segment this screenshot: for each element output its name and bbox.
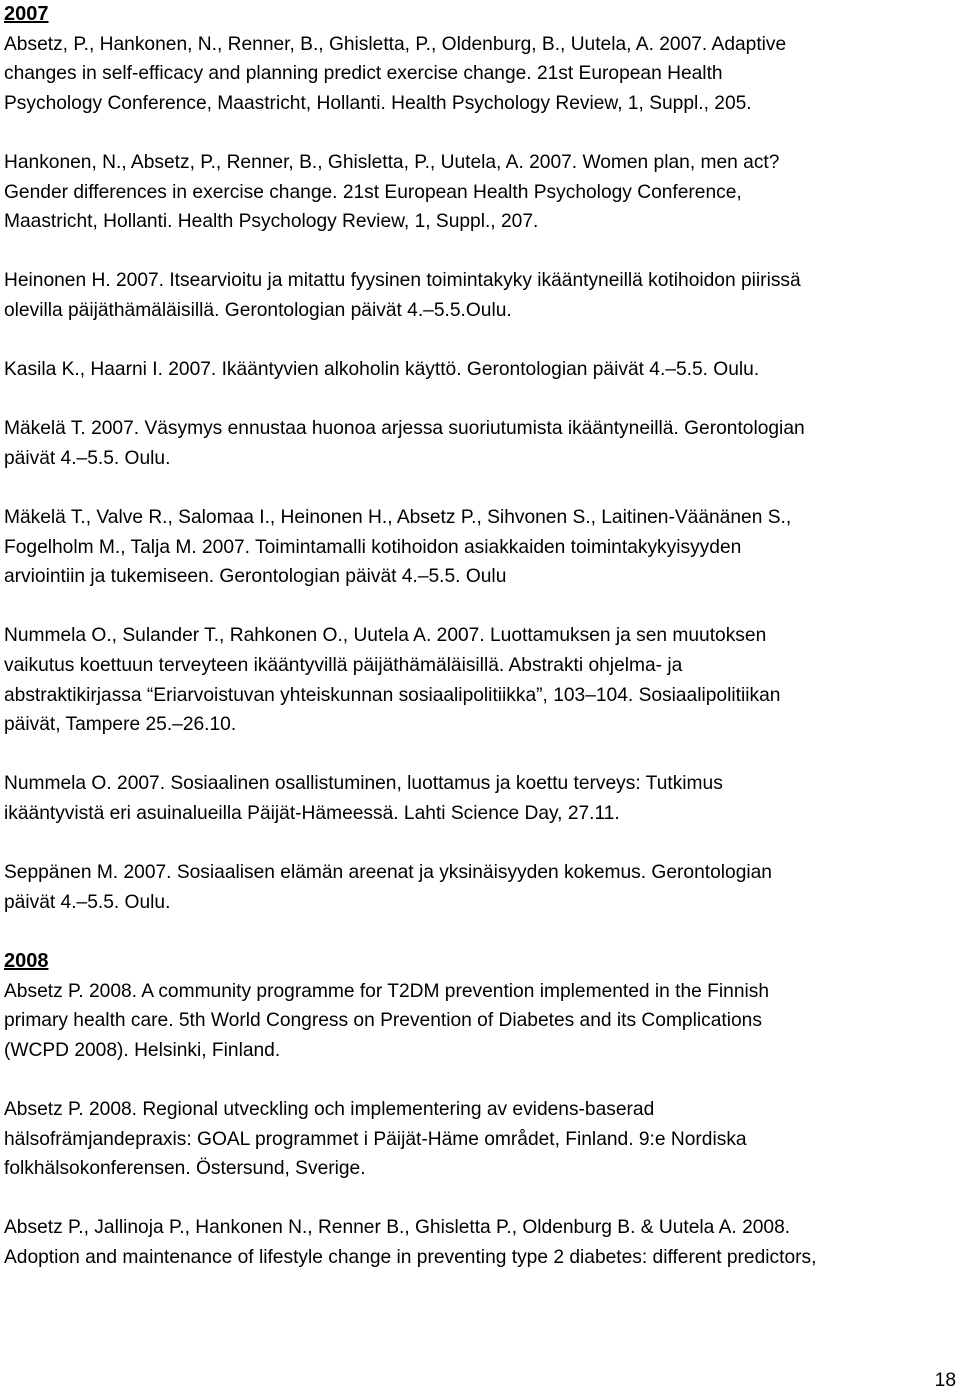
reference-entry: Nummela O., Sulander T., Rahkonen O., Uutela A. 2007. Luottamuksen ja sen muutoksen vaikutus koettuun terveyteen ikääntyvillä päijäthämäläisillä. Abstrakti ohjelma- ja abstraktikirjassa “Eriarvoistuvan yhteiskunnan sosiaalipolitiikka”, 103–104. Sosiaalipolitiikan päivät, Tampere 25.–26.10.	[4, 625, 781, 736]
reference-entry: Absetz P., Jallinoja P., Hankonen N., Renner B., Ghisletta P., Oldenburg B. & Uutela A. 2008. Adoption and maintenance of lifestyle change in preventing type 2 diabetes: different predictors,	[4, 1217, 817, 1268]
year-section-2008	[4, 947, 956, 1273]
reference-entry: Mäkelä T. 2007. Väsymys ennustaa huonoa arjessa suoriutumista ikääntyneillä. Gerontologian päivät 4.–5.5. Oulu.	[4, 418, 805, 469]
reference-entry: Nummela O. 2007. Sosiaalinen osallistuminen, luottamus ja koettu terveys: Tutkimus ikääntyvistä eri asuinalueilla Päijät-Hämeessä. Lahti Science Day, 27.11.	[4, 773, 723, 825]
reference-entry: Absetz P. 2008. Regional utveckling och implementering av evidens-baserad hälsofrämjandepraxis: GOAL programmet i Päijät-Häme området, Finland. 9:e Nordiska folkhälsokonferensen. Östersund, Sverige.	[4, 1098, 747, 1180]
reference-entry: Absetz, P., Hankonen, N., Renner, B., Ghisletta, P., Oldenburg, B., Uutela, A. 2007. Adaptive changes in self-efficacy and planning predict exercise change. 21st European Health Psychology Conference, Maastricht, Hollanti. Health Psychology Review, 1, Suppl., 205.	[4, 33, 787, 114]
reference-entry: Hankonen, N., Absetz, P., Renner, B., Ghisletta, P., Uutela, A. 2007. Women plan, men act? Gender differences in exercise change. 21st European Health Psychology Conference, Maastricht, Hollanti. Health Psychology Review, 1, Suppl., 207.	[4, 151, 780, 233]
year-section-2007	[4, 0, 956, 917]
reference-entry: Heinonen H. 2007. Itsearvioitu ja mitattu fyysinen toimintakyky ikääntyneillä kotihoidon piirissä olevilla päijäthämäläisillä. Gerontologian päivät 4.–5.5.Oulu.	[4, 270, 801, 321]
reference-list-page	[4, 0, 956, 1273]
reference-entry: Kasila K., Haarni I. 2007. Ikääntyvien alkoholin käyttö. Gerontologian päivät 4.–5.5. Oulu.	[4, 359, 760, 381]
year-heading: 2007	[4, 3, 49, 25]
reference-entry: Absetz P. 2008. A community programme for T2DM prevention implemented in the Finnish primary health care. 5th World Congress on Prevention of Diabetes and its Complications (WCPD 2008). Helsinki, Finland.	[4, 980, 770, 1061]
page-number: 18	[934, 1370, 956, 1391]
year-heading: 2008	[4, 950, 49, 972]
reference-entry: Mäkelä T., Valve R., Salomaa I., Heinonen H., Absetz P., Sihvonen S., Laitinen-Väänänen S., Fogelholm M., Talja M. 2007. Toimintamalli kotihoidon asiakkaiden toimintakykyisyyden arviointiin ja tukemiseen. Gerontologian päivät 4.–5.5. Oulu	[4, 507, 792, 588]
reference-entry: Seppänen M. 2007. Sosiaalisen elämän areenat ja yksinäisyyden kokemus. Gerontologian päivät 4.–5.5. Oulu.	[4, 862, 772, 913]
